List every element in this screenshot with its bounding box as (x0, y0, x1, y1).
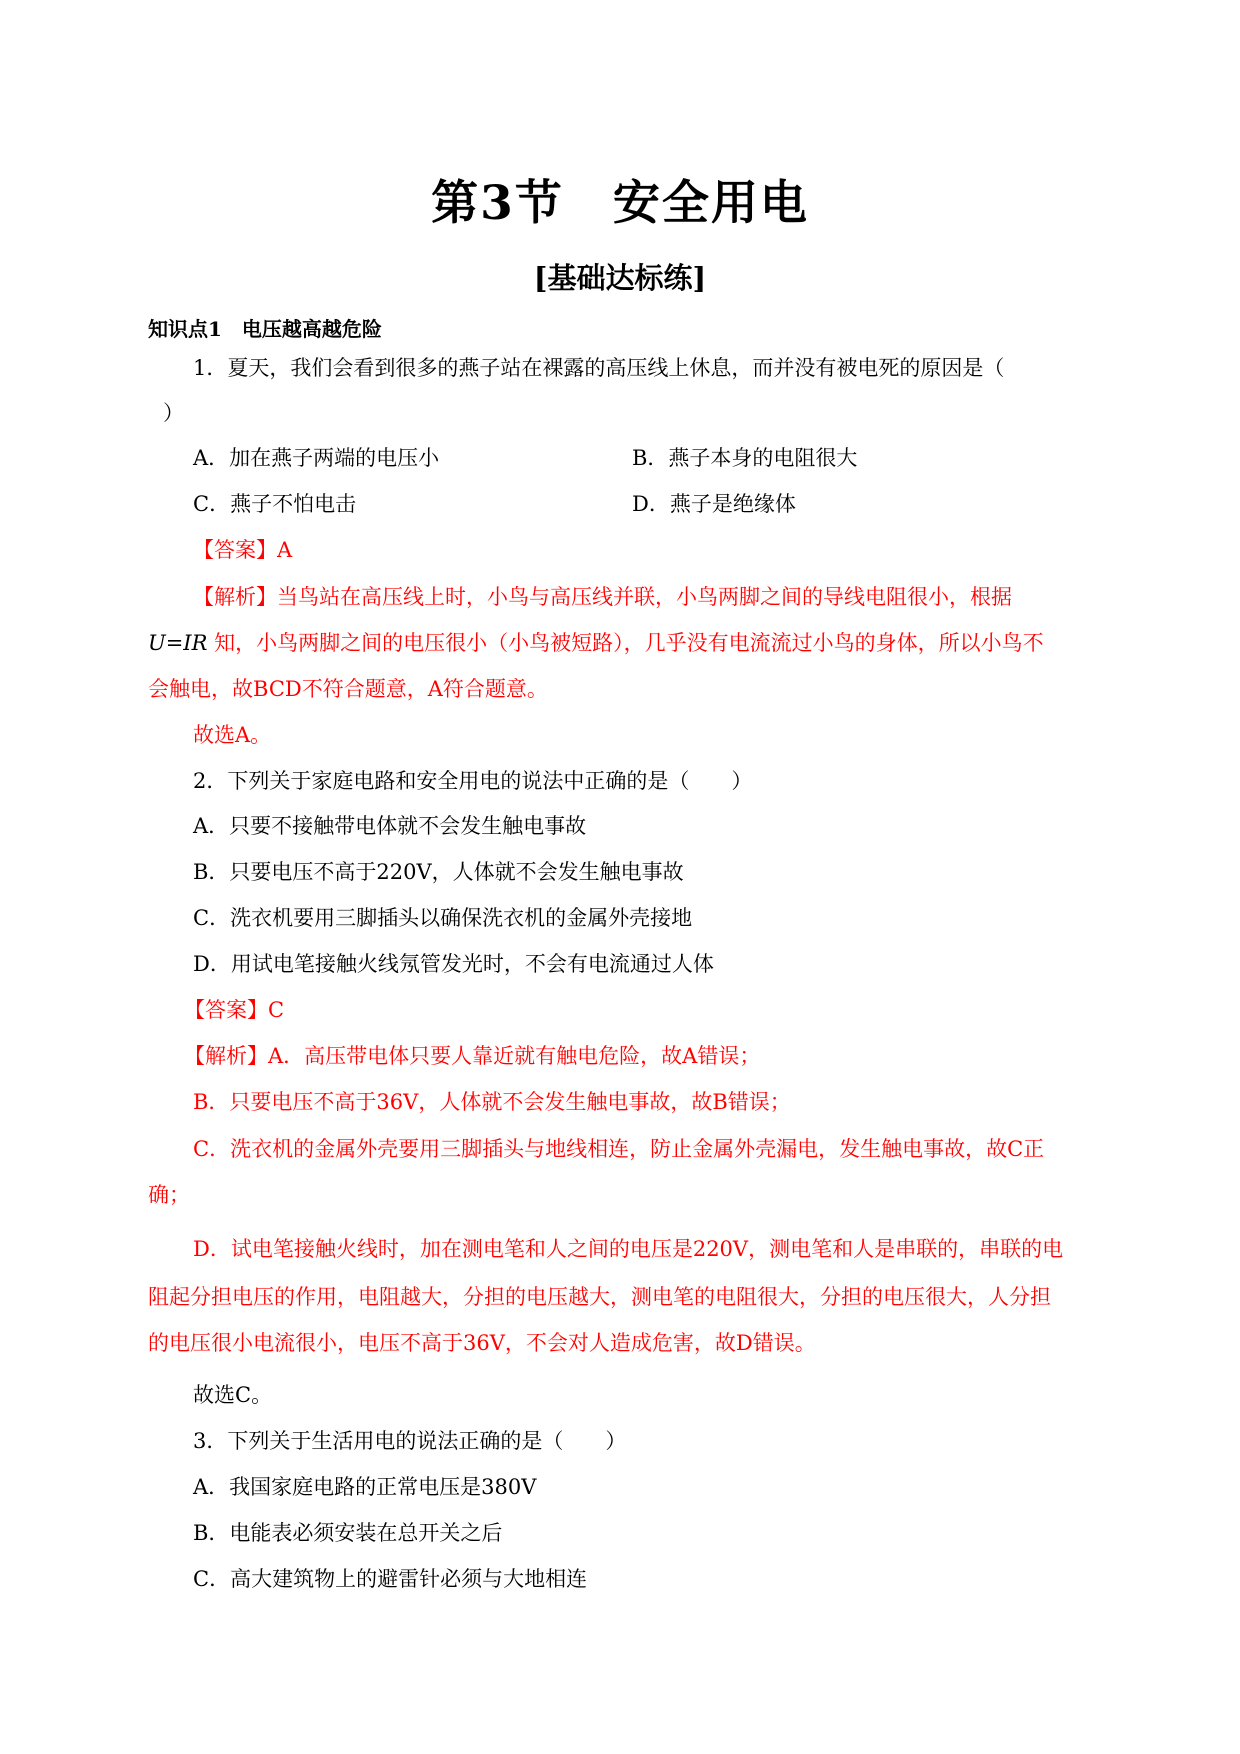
q1-option-b: B．燕子本身的电阻很大 (632, 446, 858, 470)
q2-analysis-line3: C．洗衣机的金属外壳要用三脚插头与地线相连，防止金属外壳漏电，发生触电事故，故C正 (193, 1137, 1045, 1161)
q2-option-d: D．用试电笔接触火线氖管发光时，不会有电流通过人体 (193, 952, 714, 976)
q3-stem: 3．下列关于生活用电的说法正确的是（ ） (193, 1429, 627, 1453)
q3-option-a: A．我国家庭电路的正常电压是380V (193, 1475, 537, 1499)
q2-analysis-line6: 阻起分担电压的作用，电阻越大，分担的电压越大，测电笔的电阻很大，分担的电压很大，人分担 (148, 1285, 1051, 1309)
q2-analysis-line1: 【解析】A．高压带电体只要人靠近就有触电危险，故A错误； (184, 1044, 761, 1068)
q2-option-c: C．洗衣机要用三脚插头以确保洗衣机的金属外壳接地 (193, 906, 693, 930)
q1-analysis-line3: 会触电，故BCD不符合题意，A符合题意。 (148, 677, 548, 701)
q2-analysis-line2: B．只要电压不高于36V，人体就不会发生触电事故，故B错误； (193, 1090, 791, 1114)
section-heading: 知识点1 电压越高越危险 (148, 317, 382, 341)
q1-answer: 【答案】A (193, 538, 293, 562)
q2-analysis-line4: 确； (148, 1183, 190, 1207)
q2-option-a: A．只要不接触带电体就不会发生触电事故 (193, 814, 587, 838)
q2-option-b: B．只要电压不高于220V，人体就不会发生触电事故 (193, 860, 684, 884)
q1-analysis-line1: 【解析】当鸟站在高压线上时，小鸟与高压线并联，小鸟两脚之间的导线电阻很小，根据 (193, 585, 1012, 609)
q1-option-a: A．加在燕子两端的电压小 (193, 446, 440, 470)
q3-option-b: B．电能表必须安装在总开关之后 (193, 1521, 503, 1545)
q1-option-d: D．燕子是绝缘体 (632, 492, 796, 516)
q3-option-c: C．高大建筑物上的避雷针必须与大地相连 (193, 1567, 588, 1591)
q1-option-c: C．燕子不怕电击 (193, 492, 357, 516)
q1-conclusion: 故选A。 (193, 723, 272, 747)
q1-stem-line1: 1．夏天，我们会看到很多的燕子站在裸露的高压线上休息，而并没有被电死的原因是（ (193, 356, 1005, 380)
q1-analysis-line2 (148, 628, 1044, 658)
q1-analysis-line2-text: 知，小鸟两脚之间的电压很小（小鸟被短路），几乎没有电流流过小鸟的身体，所以小鸟不 (214, 631, 1044, 655)
q2-conclusion: 故选C。 (193, 1383, 273, 1407)
formula: U=IR (148, 631, 208, 655)
q2-answer: 【答案】C (184, 998, 285, 1022)
page-subtitle: [基础达标练] (533, 261, 707, 295)
q2-analysis-line7: 的电压很小电流很小，电压不高于36V，不会对人造成危害，故D错误。 (148, 1331, 816, 1355)
q2-analysis-line5: D．试电笔接触火线时，加在测电笔和人之间的电压是220V，测电笔和人是串联的，串联的电 (193, 1237, 1064, 1261)
q2-stem: 2．下列关于家庭电路和安全用电的说法中正确的是（ ） (193, 769, 753, 793)
page-title: 第3节 安全用电 (431, 176, 809, 231)
q1-stem-line2: ） (163, 401, 184, 425)
